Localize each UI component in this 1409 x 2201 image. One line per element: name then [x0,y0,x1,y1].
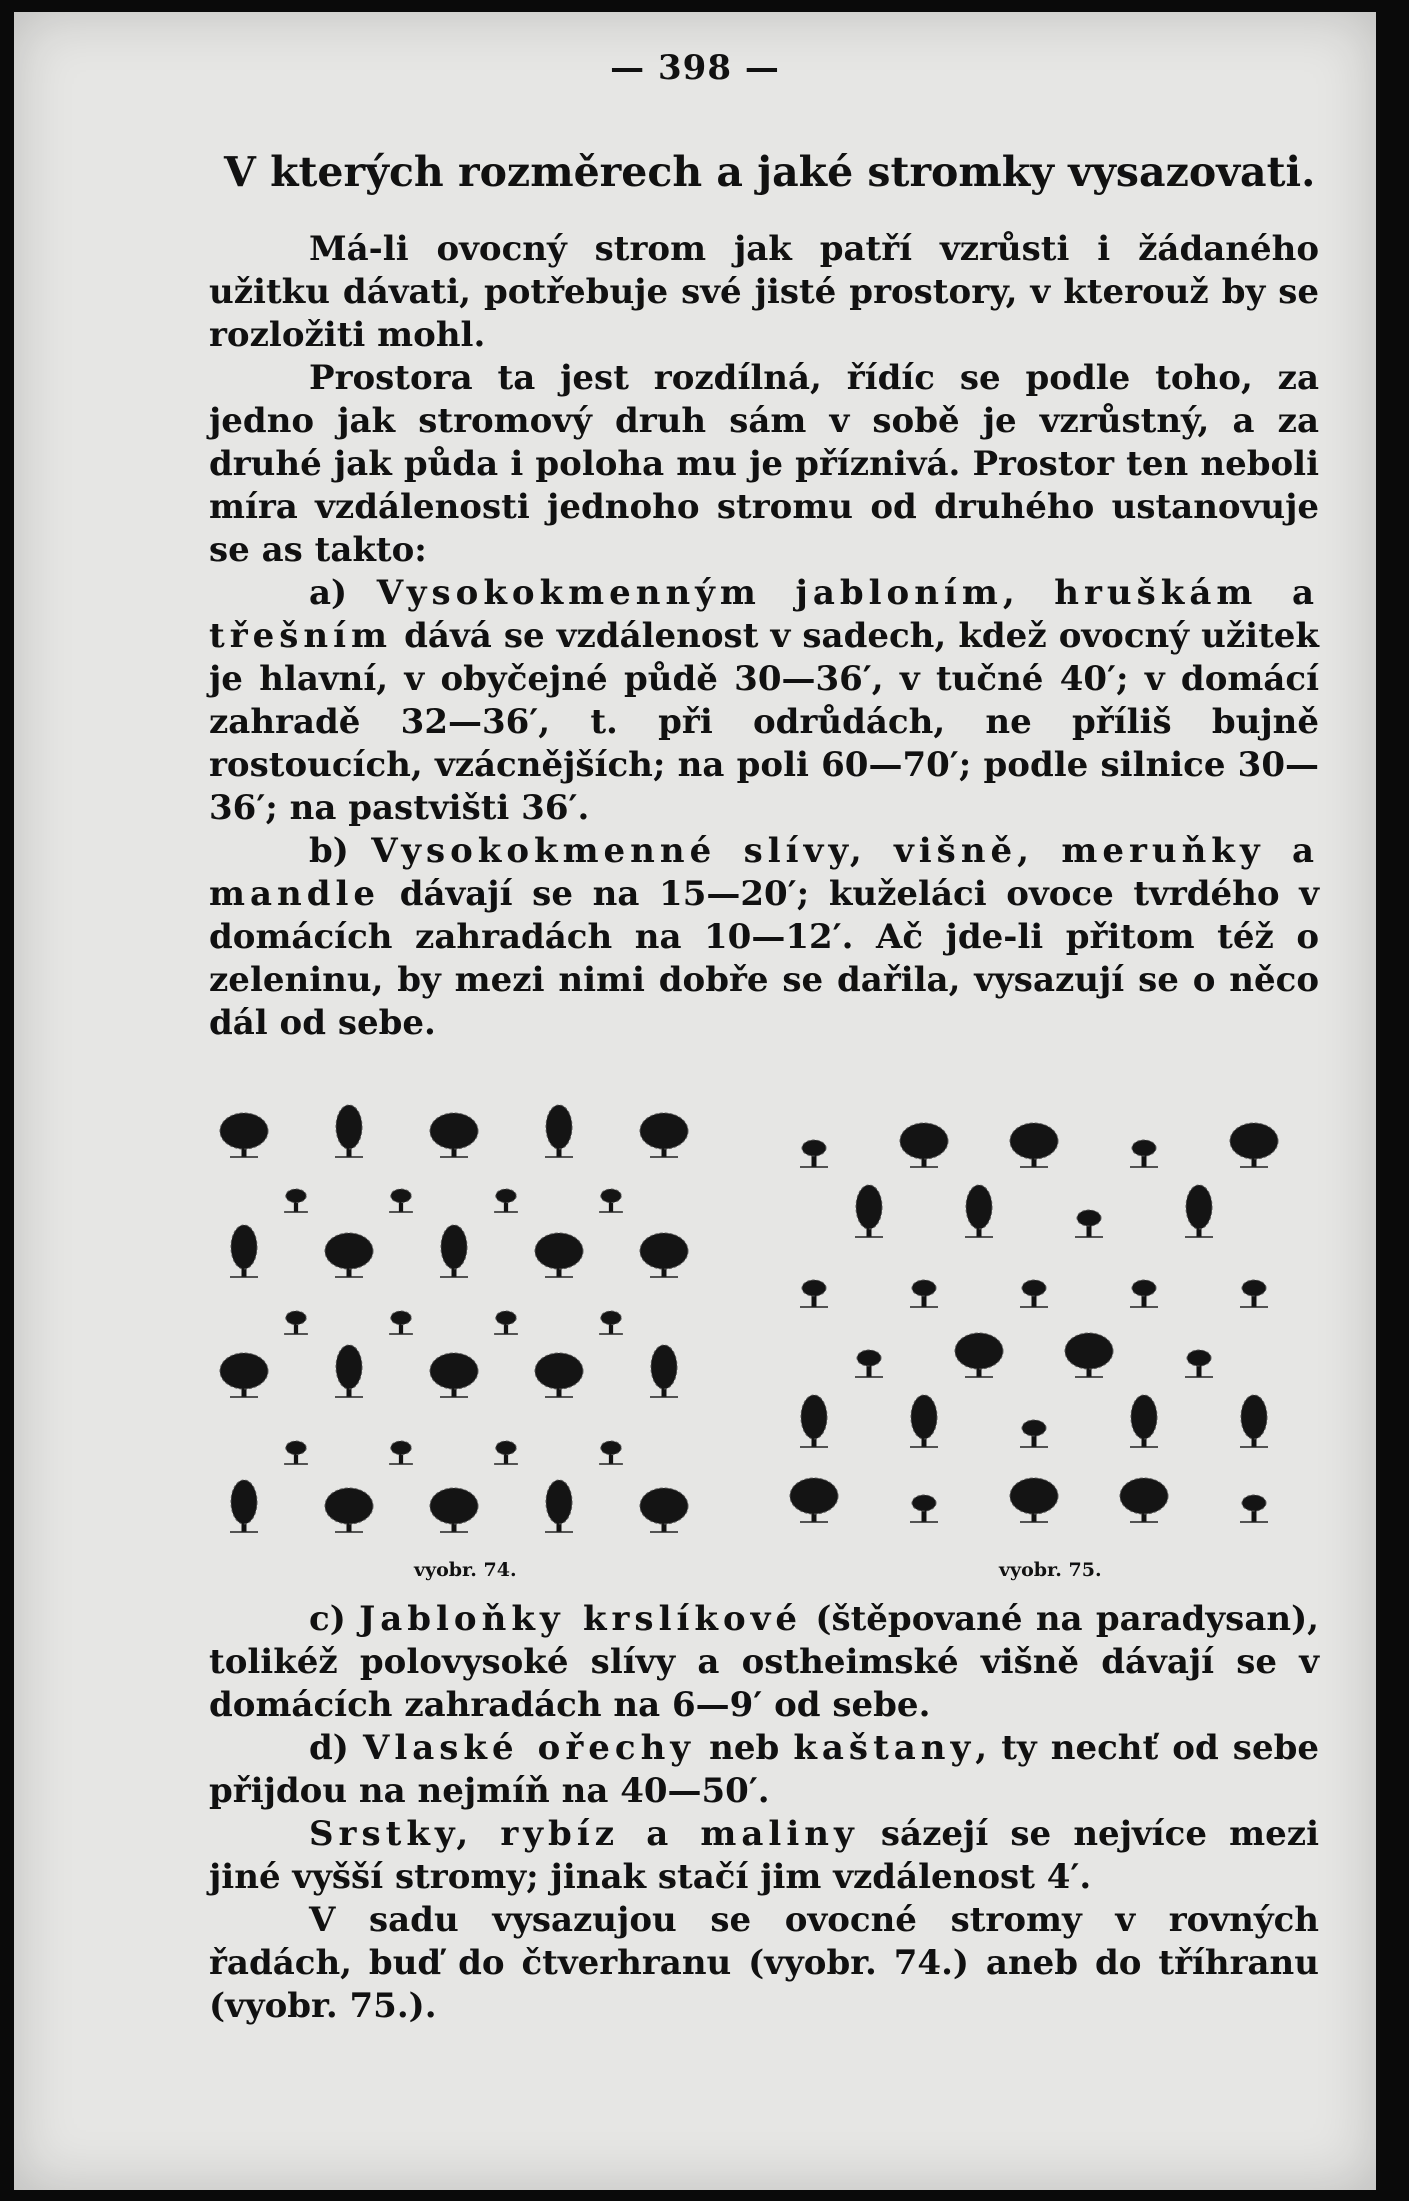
tree-icon [389,1441,413,1464]
paragraph-d [209,1727,1319,1813]
paragraph-intro-text: Má-li ovocný strom jak patří vzrůsti i žádaného užitku dávati, potřebuje své jisté prostory, v kterouž by se rozložiti mohl. [209,229,1319,355]
tree-icon [535,1233,583,1277]
tree-icon [545,1105,573,1157]
tree-icon [545,1480,573,1532]
tree-icon [790,1478,838,1522]
paragraph-a [209,572,1319,830]
tree-icon [230,1480,258,1532]
tree-icon [1130,1395,1158,1447]
tree-icon [1020,1420,1048,1447]
tree-icon [800,1280,828,1307]
paragraph-a-prefix: a) [309,573,377,613]
paragraph-d-emphasis-2: kaštany [793,1728,976,1768]
tree-icon [1130,1140,1158,1167]
tree-icon [1065,1333,1113,1377]
tree-icon [230,1225,258,1277]
tree-icon [440,1225,468,1277]
tree-icon [284,1189,308,1212]
paragraph-d-mid: neb [695,1728,794,1768]
tree-icon [800,1140,828,1167]
book-page [14,12,1376,2190]
tree-icon [1240,1495,1268,1522]
paragraph-a-text: dává se vzdálenost v sadech, kdež ovocný užitek je hlavní, v obyčejné půdě 30—36′, v tučné 40′; v domácí zahradě 32—36′, t. při odrůdách, ne příliš bujně rostoucích, vzácnějších; na poli 60—70′; podle silnice 30—36′; na pastvišti 36′. [209,616,1319,828]
tree-icon [1185,1185,1213,1237]
body-text-bottom [209,1598,1319,2028]
tree-icon [900,1123,948,1167]
tree-icon [640,1233,688,1277]
paragraph-d-emphasis-1: Vlaské ořechy [362,1728,696,1768]
tree-icon [1130,1280,1158,1307]
paragraph-b [209,830,1319,1045]
tree-icon [430,1488,478,1532]
paragraph-b-text: dávají se na 15—20′; kuželáci ovoce tvrdého v domácích zahradách na 10—12′. Ač jde-li přitom též o zeleninu, by mezi nimi dobře se dařila, vysazují se o něco dál od sebe. [209,874,1319,1043]
tree-icon [325,1233,373,1277]
paragraph-space [209,357,1319,572]
paragraph-c-text: (štěpované na paradysan), tolikéž polovysoké slívy a ostheimské višně dávají se v domácích zahradách na 6—9′ od sebe. [209,1599,1319,1725]
tree-icon [220,1353,268,1397]
section-title: V kterých rozměrech a jaké stromky vysazovati. [224,148,1316,196]
figure-75-caption: vyobr. 75. [999,1559,1102,1581]
tree-icon [325,1488,373,1532]
paragraph-berries-text: sázejí se nejvíce mezi jiné vyšší stromy; jinak stačí jim vzdálenost 4′. [209,1814,1319,1897]
paragraph-c [209,1598,1319,1727]
tree-icon [599,1441,623,1464]
tree-icon [910,1395,938,1447]
tree-icon [965,1185,993,1237]
paragraph-space-text: Prostora ta jest rozdílná, řídíc se podle toho, za jedno jak stromový druh sám v sobě je vzrůstný, a za druhé jak půda i poloha mu je příznivá. Prostor ten neboli míra vzdálenosti jednoho stromu od druhého ustanovuje se as takto: [209,358,1319,570]
tree-icon [494,1311,518,1334]
paragraph-c-prefix: c) [309,1599,360,1639]
paragraph-b-emphasis: Vysokokmenné slívy, višně, meruňky a mandle [209,831,1319,914]
tree-icon [494,1189,518,1212]
tree-icon [284,1311,308,1334]
tree-icon [389,1311,413,1334]
tree-icon [535,1353,583,1397]
tree-icon [494,1441,518,1464]
paragraph-berries-emphasis: Srstky, rybíz a maliny [309,1814,859,1854]
paragraph-berries [209,1813,1319,1899]
tree-icon [855,1350,883,1377]
tree-icon [1240,1395,1268,1447]
tree-icon [1240,1280,1268,1307]
tree-icon [1230,1123,1278,1167]
tree-icon [335,1345,363,1397]
paragraph-c-emphasis: Jabloňky krslíkové [359,1599,803,1639]
tree-icon [389,1189,413,1212]
figure-74-caption: vyobr. 74. [414,1559,517,1581]
paragraph-a-emphasis: Vysokokmenným jabloním, hruškám a třešním [209,573,1319,656]
figure-74-square-layout [204,1072,764,1552]
tree-icon [800,1395,828,1447]
figures-area [204,1072,1334,1602]
tree-icon [1020,1280,1048,1307]
paragraph-rows-text: V sadu vysazujou se ovocné stromy v rovných řadách, buď do čtverhranu (vyobr. 74.) aneb do tříhranu (vyobr. 75.). [209,1900,1319,2026]
page-number: — 398 — [610,48,780,88]
tree-icon [284,1441,308,1464]
tree-icon [640,1113,688,1157]
tree-icon [220,1113,268,1157]
tree-icon [910,1280,938,1307]
tree-icon [1120,1478,1168,1522]
tree-icon [599,1189,623,1212]
tree-icon [640,1488,688,1532]
paragraph-intro [209,228,1319,357]
tree-icon [910,1495,938,1522]
paragraph-d-text: , ty nechť od sebe přijdou na nejmíň na 40—50′. [209,1728,1319,1811]
paragraph-d-prefix: d) [309,1728,363,1768]
tree-icon [1075,1210,1103,1237]
tree-icon [430,1113,478,1157]
tree-icon [650,1345,678,1397]
tree-icon [955,1333,1003,1377]
paragraph-b-prefix: b) [309,831,372,871]
tree-icon [1185,1350,1213,1377]
tree-icon [430,1353,478,1397]
paragraph-rows [209,1899,1319,2028]
figure-75-triangle-layout [774,1072,1334,1552]
tree-icon [335,1105,363,1157]
tree-icon [599,1311,623,1334]
body-text-top [209,228,1319,1045]
tree-icon [1010,1123,1058,1167]
tree-icon [1010,1478,1058,1522]
tree-icon [855,1185,883,1237]
